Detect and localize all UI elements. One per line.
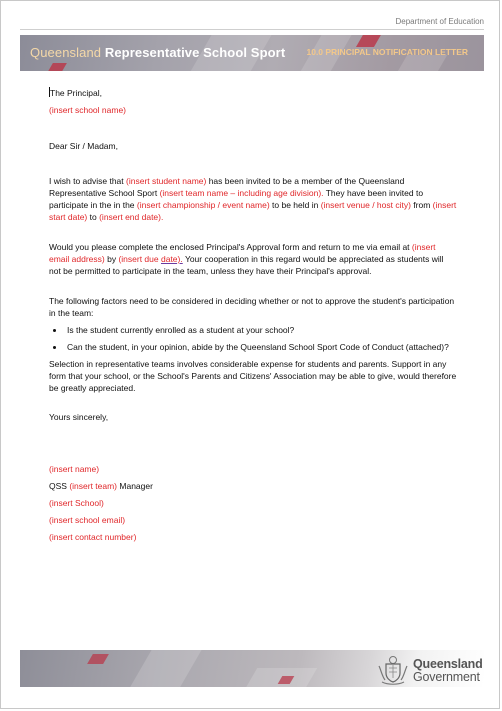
signature-name-placeholder[interactable]: (insert name): [49, 464, 100, 474]
banner-title: [30, 45, 285, 60]
due-date-placeholder: (insert due date).: [118, 254, 183, 264]
header-banner: [20, 35, 484, 71]
start-date-placeholder: (insert start date): [49, 200, 457, 222]
queensland-crest-icon: [376, 654, 410, 686]
signature-phone-placeholder[interactable]: (insert contact number): [49, 532, 137, 542]
greeting[interactable]: Dear Sir / Madam,: [49, 141, 118, 151]
venue-placeholder: (insert venue / host city): [320, 200, 411, 210]
championship-placeholder: (insert championship / event name): [136, 200, 270, 210]
student-name-placeholder: (insert student name): [126, 176, 207, 186]
factors-list: [49, 324, 457, 353]
signature-school-placeholder[interactable]: (insert School): [49, 498, 104, 508]
school-name-placeholder[interactable]: (insert school name): [49, 105, 127, 115]
list-item[interactable]: • Is the student currently enrolled as a student at your school?: [65, 324, 457, 336]
header-divider: [20, 29, 484, 30]
signature-team-placeholder: (insert team): [69, 481, 118, 491]
banner-title-queensland: Queensland: [30, 45, 102, 60]
paragraph-invitation[interactable]: I wish to advise that (insert student name) has been invited to be a member of the Queensland Representative School Sport (insert team name – including age division). They have been invited to participate in the in the (insert championship / event name) to be held in (insert venue / host city) from (insert start date) to (insert end date).: [49, 176, 457, 222]
letter-body: [49, 87, 457, 543]
list-item[interactable]: • Can the student, in your opinion, abide by the Queensland School Sport Code of Conduct (attached)?: [65, 341, 457, 353]
department-label: Department of Education: [395, 17, 484, 26]
end-date-placeholder: (insert end date).: [99, 212, 164, 222]
document-code: 10.0 PRINCIPAL NOTIFICATION LETTER: [306, 47, 468, 57]
signature-role[interactable]: QSS (insert team) Manager: [49, 481, 153, 491]
email-address-placeholder: (insert email address): [49, 242, 436, 264]
paragraph-approval-request[interactable]: Would you please complete the enclosed Principal's Approval form and return to me via email at (insert email address) by (insert due date). Your cooperation in this regard would be appreciated as students will not be permitted to participate in the team, unless they have their Principal's approval.: [49, 242, 444, 276]
team-name-placeholder: (insert team name – including age division).: [159, 188, 324, 198]
paragraph-factors[interactable]: The following factors need to be considered in deciding whether or not to approve the student's participation in the team:: [49, 296, 455, 318]
closing[interactable]: Yours sincerely,: [49, 412, 109, 422]
banner-title-rest: Representative School Sport: [104, 45, 286, 60]
queensland-government-logo: Queensland Government: [413, 657, 483, 684]
addressee-line[interactable]: The Principal,: [50, 88, 102, 98]
paragraph-expense[interactable]: Selection in representative teams involves considerable expense for students and parents. Support in any form that your school, or the School's Parents and Citizens' Association may be able to give, would therefore be greatly appreciated.: [49, 359, 457, 393]
signature-email-placeholder[interactable]: (insert school email): [49, 515, 126, 525]
